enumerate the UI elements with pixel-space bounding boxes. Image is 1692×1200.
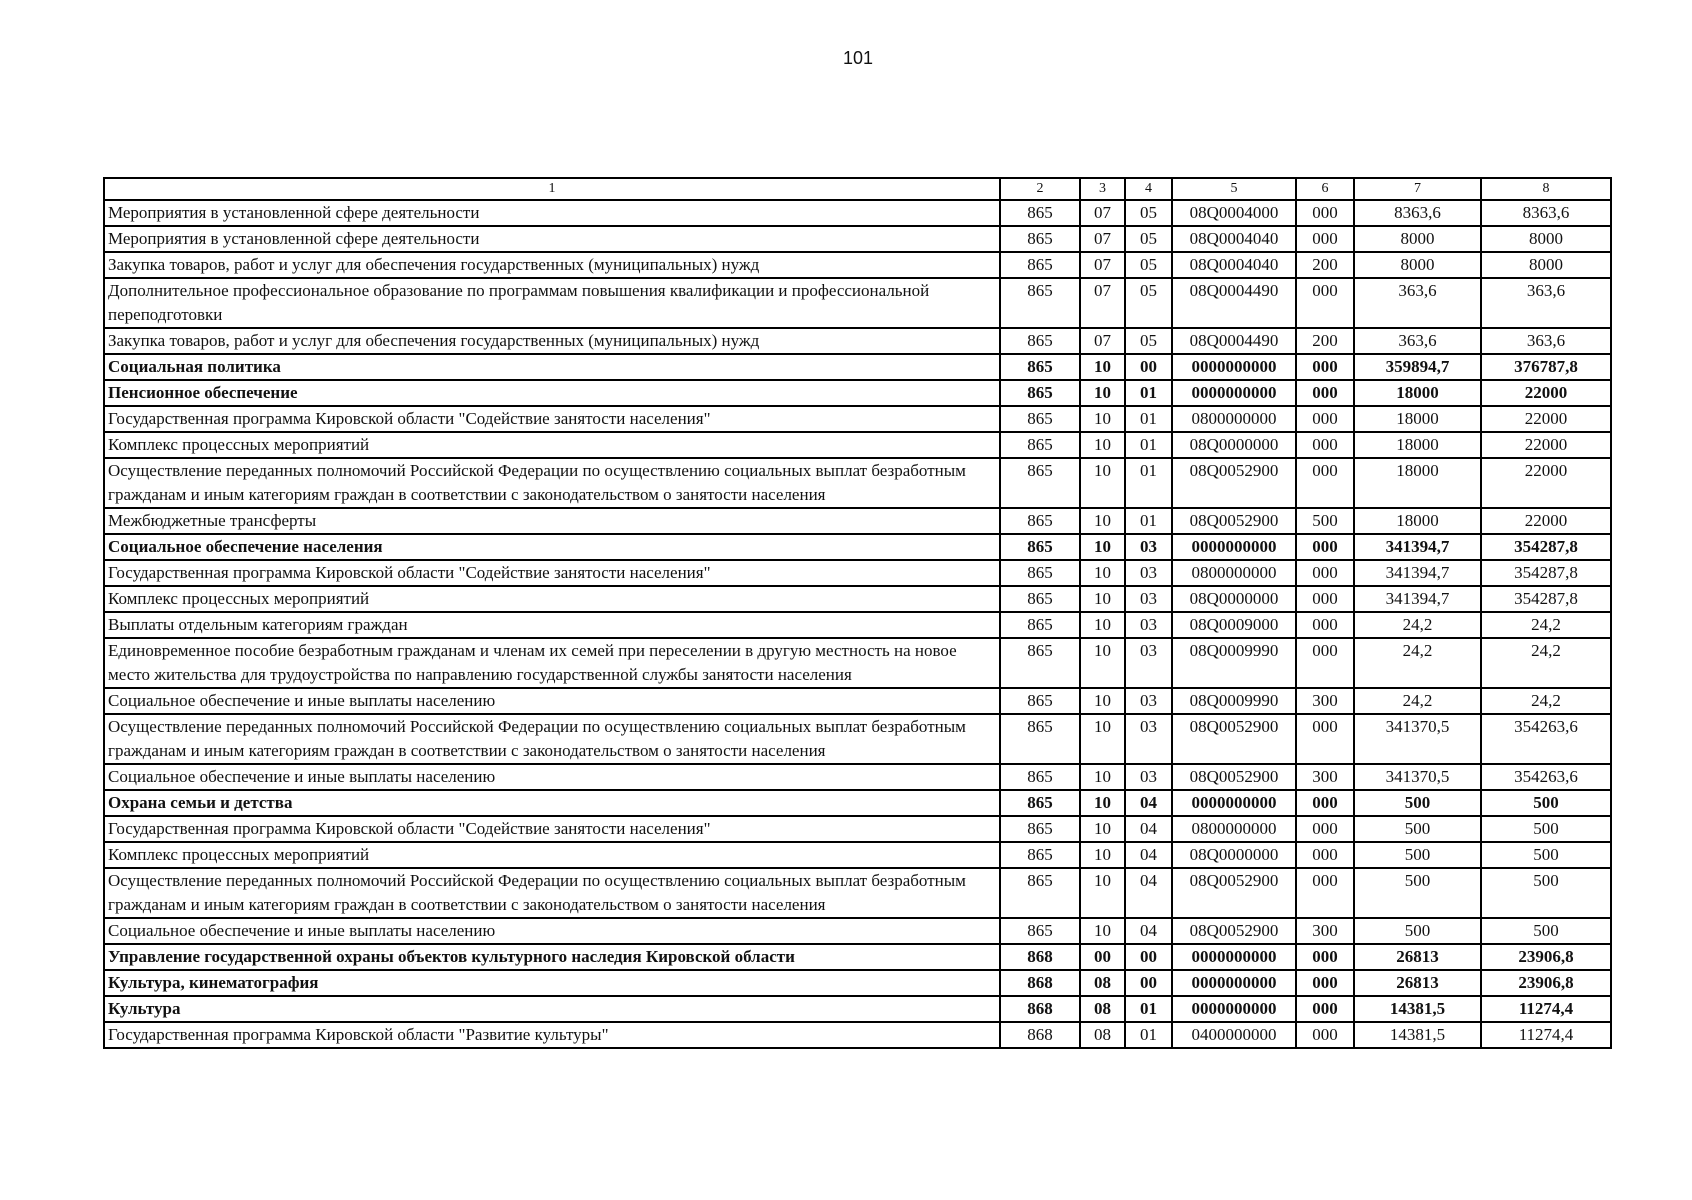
item-name-cell: Закупка товаров, работ и услуг для обеспечения государственных (муниципальных) нужд [104,252,1000,278]
department-code-cell: 865 [1000,790,1080,816]
department-code-cell: 865 [1000,918,1080,944]
amount-col8-cell: 354287,8 [1481,534,1611,560]
item-name-cell: Социальное обеспечение и иные выплаты населению [104,688,1000,714]
department-code-cell: 865 [1000,406,1080,432]
department-code-cell: 865 [1000,328,1080,354]
table-row [104,918,1611,944]
expense-type-cell: 000 [1296,586,1354,612]
expense-type-cell: 200 [1296,328,1354,354]
department-code-cell: 865 [1000,278,1080,328]
table-row [104,868,1611,918]
target-article-cell: 0000000000 [1172,970,1296,996]
amount-col8-cell: 376787,8 [1481,354,1611,380]
target-article-cell: 08Q0052900 [1172,868,1296,918]
table-row [104,200,1611,226]
amount-col8-cell: 22000 [1481,432,1611,458]
amount-col8-cell: 22000 [1481,458,1611,508]
amount-col7-cell: 500 [1354,816,1481,842]
amount-col8-cell: 354287,8 [1481,586,1611,612]
section-code-cell: 10 [1080,586,1125,612]
item-name-cell: Пенсионное обеспечение [104,380,1000,406]
column-header-3: 3 [1080,178,1125,200]
target-article-cell: 0000000000 [1172,790,1296,816]
target-article-cell: 08Q0004040 [1172,252,1296,278]
subsection-code-cell: 05 [1125,200,1172,226]
section-code-cell: 08 [1080,996,1125,1022]
department-code-cell: 865 [1000,380,1080,406]
table-row [104,842,1611,868]
amount-col7-cell: 500 [1354,842,1481,868]
table-row [104,688,1611,714]
amount-col7-cell: 26813 [1354,970,1481,996]
expense-type-cell: 000 [1296,612,1354,638]
target-article-cell: 0000000000 [1172,354,1296,380]
amount-col8-cell: 11274,4 [1481,1022,1611,1048]
item-name-cell: Социальное обеспечение населения [104,534,1000,560]
section-code-cell: 07 [1080,226,1125,252]
page-number: 101 [842,48,874,68]
amount-col8-cell: 354263,6 [1481,714,1611,764]
column-header-2: 2 [1000,178,1080,200]
item-name-cell: Управление государственной охраны объектов культурного наследия Кировской области [104,944,1000,970]
expense-type-cell: 000 [1296,638,1354,688]
item-name-cell: Социальное обеспечение и иные выплаты населению [104,764,1000,790]
subsection-code-cell: 01 [1125,1022,1172,1048]
item-name-cell: Осуществление переданных полномочий Российской Федерации по осуществлению социальных выплат безработным гражданам и иным категориям граждан в соответствии с законодательством о занятости населения [104,868,1000,918]
amount-col8-cell: 500 [1481,868,1611,918]
target-article-cell: 08Q0052900 [1172,764,1296,790]
amount-col7-cell: 341394,7 [1354,586,1481,612]
subsection-code-cell: 03 [1125,688,1172,714]
expense-type-cell: 000 [1296,432,1354,458]
amount-col8-cell: 8363,6 [1481,200,1611,226]
section-code-cell: 10 [1080,842,1125,868]
section-code-cell: 07 [1080,200,1125,226]
item-name-cell: Комплекс процессных мероприятий [104,842,1000,868]
expense-type-cell: 000 [1296,944,1354,970]
expense-type-cell: 300 [1296,918,1354,944]
column-header-6: 6 [1296,178,1354,200]
subsection-code-cell: 01 [1125,432,1172,458]
item-name-cell: Комплекс процессных мероприятий [104,432,1000,458]
amount-col7-cell: 26813 [1354,944,1481,970]
amount-col7-cell: 8363,6 [1354,200,1481,226]
subsection-code-cell: 03 [1125,560,1172,586]
expense-type-cell: 000 [1296,970,1354,996]
target-article-cell: 0000000000 [1172,380,1296,406]
expense-type-cell: 000 [1296,714,1354,764]
target-article-cell: 0400000000 [1172,1022,1296,1048]
subsection-code-cell: 03 [1125,638,1172,688]
expense-type-cell: 000 [1296,278,1354,328]
table-row [104,714,1611,764]
expense-type-cell: 000 [1296,790,1354,816]
amount-col8-cell: 22000 [1481,380,1611,406]
expense-type-cell: 000 [1296,226,1354,252]
item-name-cell: Культура, кинематография [104,970,1000,996]
table-row [104,586,1611,612]
target-article-cell: 0000000000 [1172,996,1296,1022]
expense-type-cell: 000 [1296,200,1354,226]
item-name-cell: Закупка товаров, работ и услуг для обеспечения государственных (муниципальных) нужд [104,328,1000,354]
amount-col7-cell: 24,2 [1354,612,1481,638]
section-code-cell: 10 [1080,534,1125,560]
amount-col7-cell: 363,6 [1354,278,1481,328]
column-header-8: 8 [1481,178,1611,200]
amount-col7-cell: 359894,7 [1354,354,1481,380]
amount-col7-cell: 14381,5 [1354,1022,1481,1048]
section-code-cell: 10 [1080,688,1125,714]
amount-col8-cell: 354287,8 [1481,560,1611,586]
subsection-code-cell: 03 [1125,586,1172,612]
item-name-cell: Государственная программа Кировской области "Содействие занятости населения" [104,406,1000,432]
section-code-cell: 10 [1080,868,1125,918]
section-code-cell: 10 [1080,816,1125,842]
amount-col8-cell: 24,2 [1481,612,1611,638]
amount-col7-cell: 341370,5 [1354,764,1481,790]
amount-col8-cell: 500 [1481,790,1611,816]
subsection-code-cell: 03 [1125,764,1172,790]
column-header-4: 4 [1125,178,1172,200]
department-code-cell: 865 [1000,200,1080,226]
amount-col7-cell: 341370,5 [1354,714,1481,764]
subsection-code-cell: 05 [1125,278,1172,328]
amount-col7-cell: 500 [1354,918,1481,944]
department-code-cell: 868 [1000,970,1080,996]
department-code-cell: 865 [1000,458,1080,508]
amount-col7-cell: 18000 [1354,508,1481,534]
target-article-cell: 08Q0052900 [1172,508,1296,534]
expense-type-cell: 000 [1296,458,1354,508]
table-row [104,278,1611,328]
amount-col7-cell: 18000 [1354,432,1481,458]
subsection-code-cell: 04 [1125,842,1172,868]
section-code-cell: 10 [1080,764,1125,790]
table-row [104,996,1611,1022]
section-code-cell: 10 [1080,612,1125,638]
expense-type-cell: 000 [1296,1022,1354,1048]
amount-col8-cell: 22000 [1481,406,1611,432]
department-code-cell: 865 [1000,764,1080,790]
target-article-cell: 08Q0009990 [1172,688,1296,714]
amount-col8-cell: 500 [1481,816,1611,842]
section-code-cell: 10 [1080,354,1125,380]
table-row [104,1022,1611,1048]
section-code-cell: 10 [1080,406,1125,432]
item-name-cell: Государственная программа Кировской области "Содействие занятости населения" [104,560,1000,586]
amount-col7-cell: 500 [1354,790,1481,816]
department-code-cell: 865 [1000,714,1080,764]
subsection-code-cell: 01 [1125,458,1172,508]
section-code-cell: 10 [1080,560,1125,586]
target-article-cell: 08Q0004000 [1172,200,1296,226]
table-row [104,816,1611,842]
table-row [104,944,1611,970]
amount-col7-cell: 18000 [1354,458,1481,508]
column-header-7: 7 [1354,178,1481,200]
item-name-cell: Социальная политика [104,354,1000,380]
subsection-code-cell: 03 [1125,534,1172,560]
target-article-cell: 0800000000 [1172,560,1296,586]
section-code-cell: 10 [1080,638,1125,688]
item-name-cell: Государственная программа Кировской области "Содействие занятости населения" [104,816,1000,842]
item-name-cell: Социальное обеспечение и иные выплаты населению [104,918,1000,944]
expense-type-cell: 000 [1296,842,1354,868]
department-code-cell: 865 [1000,534,1080,560]
column-header-5: 5 [1172,178,1296,200]
item-name-cell: Выплаты отдельным категориям граждан [104,612,1000,638]
target-article-cell: 08Q0052900 [1172,918,1296,944]
subsection-code-cell: 01 [1125,406,1172,432]
department-code-cell: 865 [1000,842,1080,868]
target-article-cell: 08Q0009990 [1172,638,1296,688]
target-article-cell: 08Q0004490 [1172,278,1296,328]
amount-col8-cell: 22000 [1481,508,1611,534]
section-code-cell: 10 [1080,714,1125,764]
section-code-cell: 10 [1080,508,1125,534]
department-code-cell: 865 [1000,432,1080,458]
department-code-cell: 865 [1000,868,1080,918]
amount-col8-cell: 8000 [1481,226,1611,252]
item-name-cell: Комплекс процессных мероприятий [104,586,1000,612]
section-code-cell: 07 [1080,252,1125,278]
header-row [104,178,1611,200]
table-row [104,508,1611,534]
expense-type-cell: 000 [1296,354,1354,380]
department-code-cell: 865 [1000,586,1080,612]
subsection-code-cell: 01 [1125,996,1172,1022]
expense-type-cell: 200 [1296,252,1354,278]
section-code-cell: 00 [1080,944,1125,970]
amount-col8-cell: 23906,8 [1481,944,1611,970]
amount-col8-cell: 354263,6 [1481,764,1611,790]
subsection-code-cell: 00 [1125,970,1172,996]
subsection-code-cell: 04 [1125,790,1172,816]
expense-type-cell: 000 [1296,816,1354,842]
target-article-cell: 08Q0009000 [1172,612,1296,638]
section-code-cell: 08 [1080,1022,1125,1048]
amount-col7-cell: 8000 [1354,226,1481,252]
subsection-code-cell: 04 [1125,918,1172,944]
amount-col8-cell: 24,2 [1481,638,1611,688]
department-code-cell: 865 [1000,816,1080,842]
subsection-code-cell: 01 [1125,380,1172,406]
section-code-cell: 10 [1080,790,1125,816]
section-code-cell: 08 [1080,970,1125,996]
table-row [104,764,1611,790]
target-article-cell: 0800000000 [1172,816,1296,842]
table-row [104,560,1611,586]
table-row [104,612,1611,638]
expense-type-cell: 000 [1296,868,1354,918]
target-article-cell: 0000000000 [1172,534,1296,560]
amount-col7-cell: 14381,5 [1354,996,1481,1022]
amount-col7-cell: 24,2 [1354,688,1481,714]
column-header-1: 1 [104,178,1000,200]
expense-type-cell: 300 [1296,688,1354,714]
target-article-cell: 08Q0052900 [1172,714,1296,764]
table-row [104,252,1611,278]
amount-col8-cell: 500 [1481,918,1611,944]
amount-col7-cell: 341394,7 [1354,560,1481,586]
subsection-code-cell: 00 [1125,944,1172,970]
department-code-cell: 868 [1000,1022,1080,1048]
table-row [104,328,1611,354]
budget-table [103,177,1612,1049]
expense-type-cell: 000 [1296,380,1354,406]
amount-col7-cell: 363,6 [1354,328,1481,354]
item-name-cell: Мероприятия в установленной сфере деятельности [104,200,1000,226]
section-code-cell: 10 [1080,432,1125,458]
table-row [104,790,1611,816]
table-row [104,458,1611,508]
amount-col8-cell: 500 [1481,842,1611,868]
target-article-cell: 08Q0052900 [1172,458,1296,508]
section-code-cell: 10 [1080,380,1125,406]
expense-type-cell: 000 [1296,406,1354,432]
department-code-cell: 865 [1000,508,1080,534]
target-article-cell: 0000000000 [1172,944,1296,970]
department-code-cell: 865 [1000,354,1080,380]
target-article-cell: 08Q0000000 [1172,586,1296,612]
expense-type-cell: 300 [1296,764,1354,790]
target-article-cell: 08Q0004490 [1172,328,1296,354]
amount-col7-cell: 18000 [1354,380,1481,406]
department-code-cell: 868 [1000,944,1080,970]
table-row [104,406,1611,432]
table-row [104,354,1611,380]
subsection-code-cell: 05 [1125,328,1172,354]
table-row [104,432,1611,458]
item-name-cell: Охрана семьи и детства [104,790,1000,816]
amount-col7-cell: 341394,7 [1354,534,1481,560]
item-name-cell: Осуществление переданных полномочий Российской Федерации по осуществлению социальных выплат безработным гражданам и иным категориям граждан в соответствии с законодательством о занятости населения [104,714,1000,764]
item-name-cell: Дополнительное профессиональное образование по программам повышения квалификации и профессиональной переподготовки [104,278,1000,328]
department-code-cell: 865 [1000,226,1080,252]
amount-col7-cell: 18000 [1354,406,1481,432]
item-name-cell: Государственная программа Кировской области "Развитие культуры" [104,1022,1000,1048]
item-name-cell: Межбюджетные трансферты [104,508,1000,534]
amount-col8-cell: 23906,8 [1481,970,1611,996]
item-name-cell: Культура [104,996,1000,1022]
department-code-cell: 865 [1000,560,1080,586]
table-row [104,226,1611,252]
subsection-code-cell: 01 [1125,508,1172,534]
section-code-cell: 07 [1080,328,1125,354]
expense-type-cell: 000 [1296,996,1354,1022]
subsection-code-cell: 00 [1125,354,1172,380]
target-article-cell: 08Q0004040 [1172,226,1296,252]
subsection-code-cell: 05 [1125,252,1172,278]
amount-col8-cell: 24,2 [1481,688,1611,714]
target-article-cell: 0800000000 [1172,406,1296,432]
amount-col8-cell: 8000 [1481,252,1611,278]
subsection-code-cell: 03 [1125,612,1172,638]
expense-type-cell: 000 [1296,560,1354,586]
item-name-cell: Мероприятия в установленной сфере деятельности [104,226,1000,252]
section-code-cell: 10 [1080,458,1125,508]
department-code-cell: 865 [1000,688,1080,714]
amount-col8-cell: 363,6 [1481,278,1611,328]
subsection-code-cell: 04 [1125,868,1172,918]
department-code-cell: 865 [1000,612,1080,638]
amount-col7-cell: 24,2 [1354,638,1481,688]
table-row [104,534,1611,560]
target-article-cell: 08Q0000000 [1172,432,1296,458]
target-article-cell: 08Q0000000 [1172,842,1296,868]
table-body [104,178,1611,1048]
amount-col7-cell: 8000 [1354,252,1481,278]
department-code-cell: 865 [1000,638,1080,688]
subsection-code-cell: 05 [1125,226,1172,252]
table-row [104,638,1611,688]
table-row [104,970,1611,996]
item-name-cell: Осуществление переданных полномочий Российской Федерации по осуществлению социальных выплат безработным гражданам и иным категориям граждан в соответствии с законодательством о занятости населения [104,458,1000,508]
expense-type-cell: 000 [1296,534,1354,560]
amount-col8-cell: 363,6 [1481,328,1611,354]
subsection-code-cell: 03 [1125,714,1172,764]
department-code-cell: 868 [1000,996,1080,1022]
table-row [104,380,1611,406]
item-name-cell: Единовременное пособие безработным гражданам и членам их семей при переселении в другую местность на новое место жительства для трудоустройства по направлению государственной службы занятости населения [104,638,1000,688]
section-code-cell: 10 [1080,918,1125,944]
section-code-cell: 07 [1080,278,1125,328]
expense-type-cell: 500 [1296,508,1354,534]
department-code-cell: 865 [1000,252,1080,278]
amount-col8-cell: 11274,4 [1481,996,1611,1022]
amount-col7-cell: 500 [1354,868,1481,918]
subsection-code-cell: 04 [1125,816,1172,842]
